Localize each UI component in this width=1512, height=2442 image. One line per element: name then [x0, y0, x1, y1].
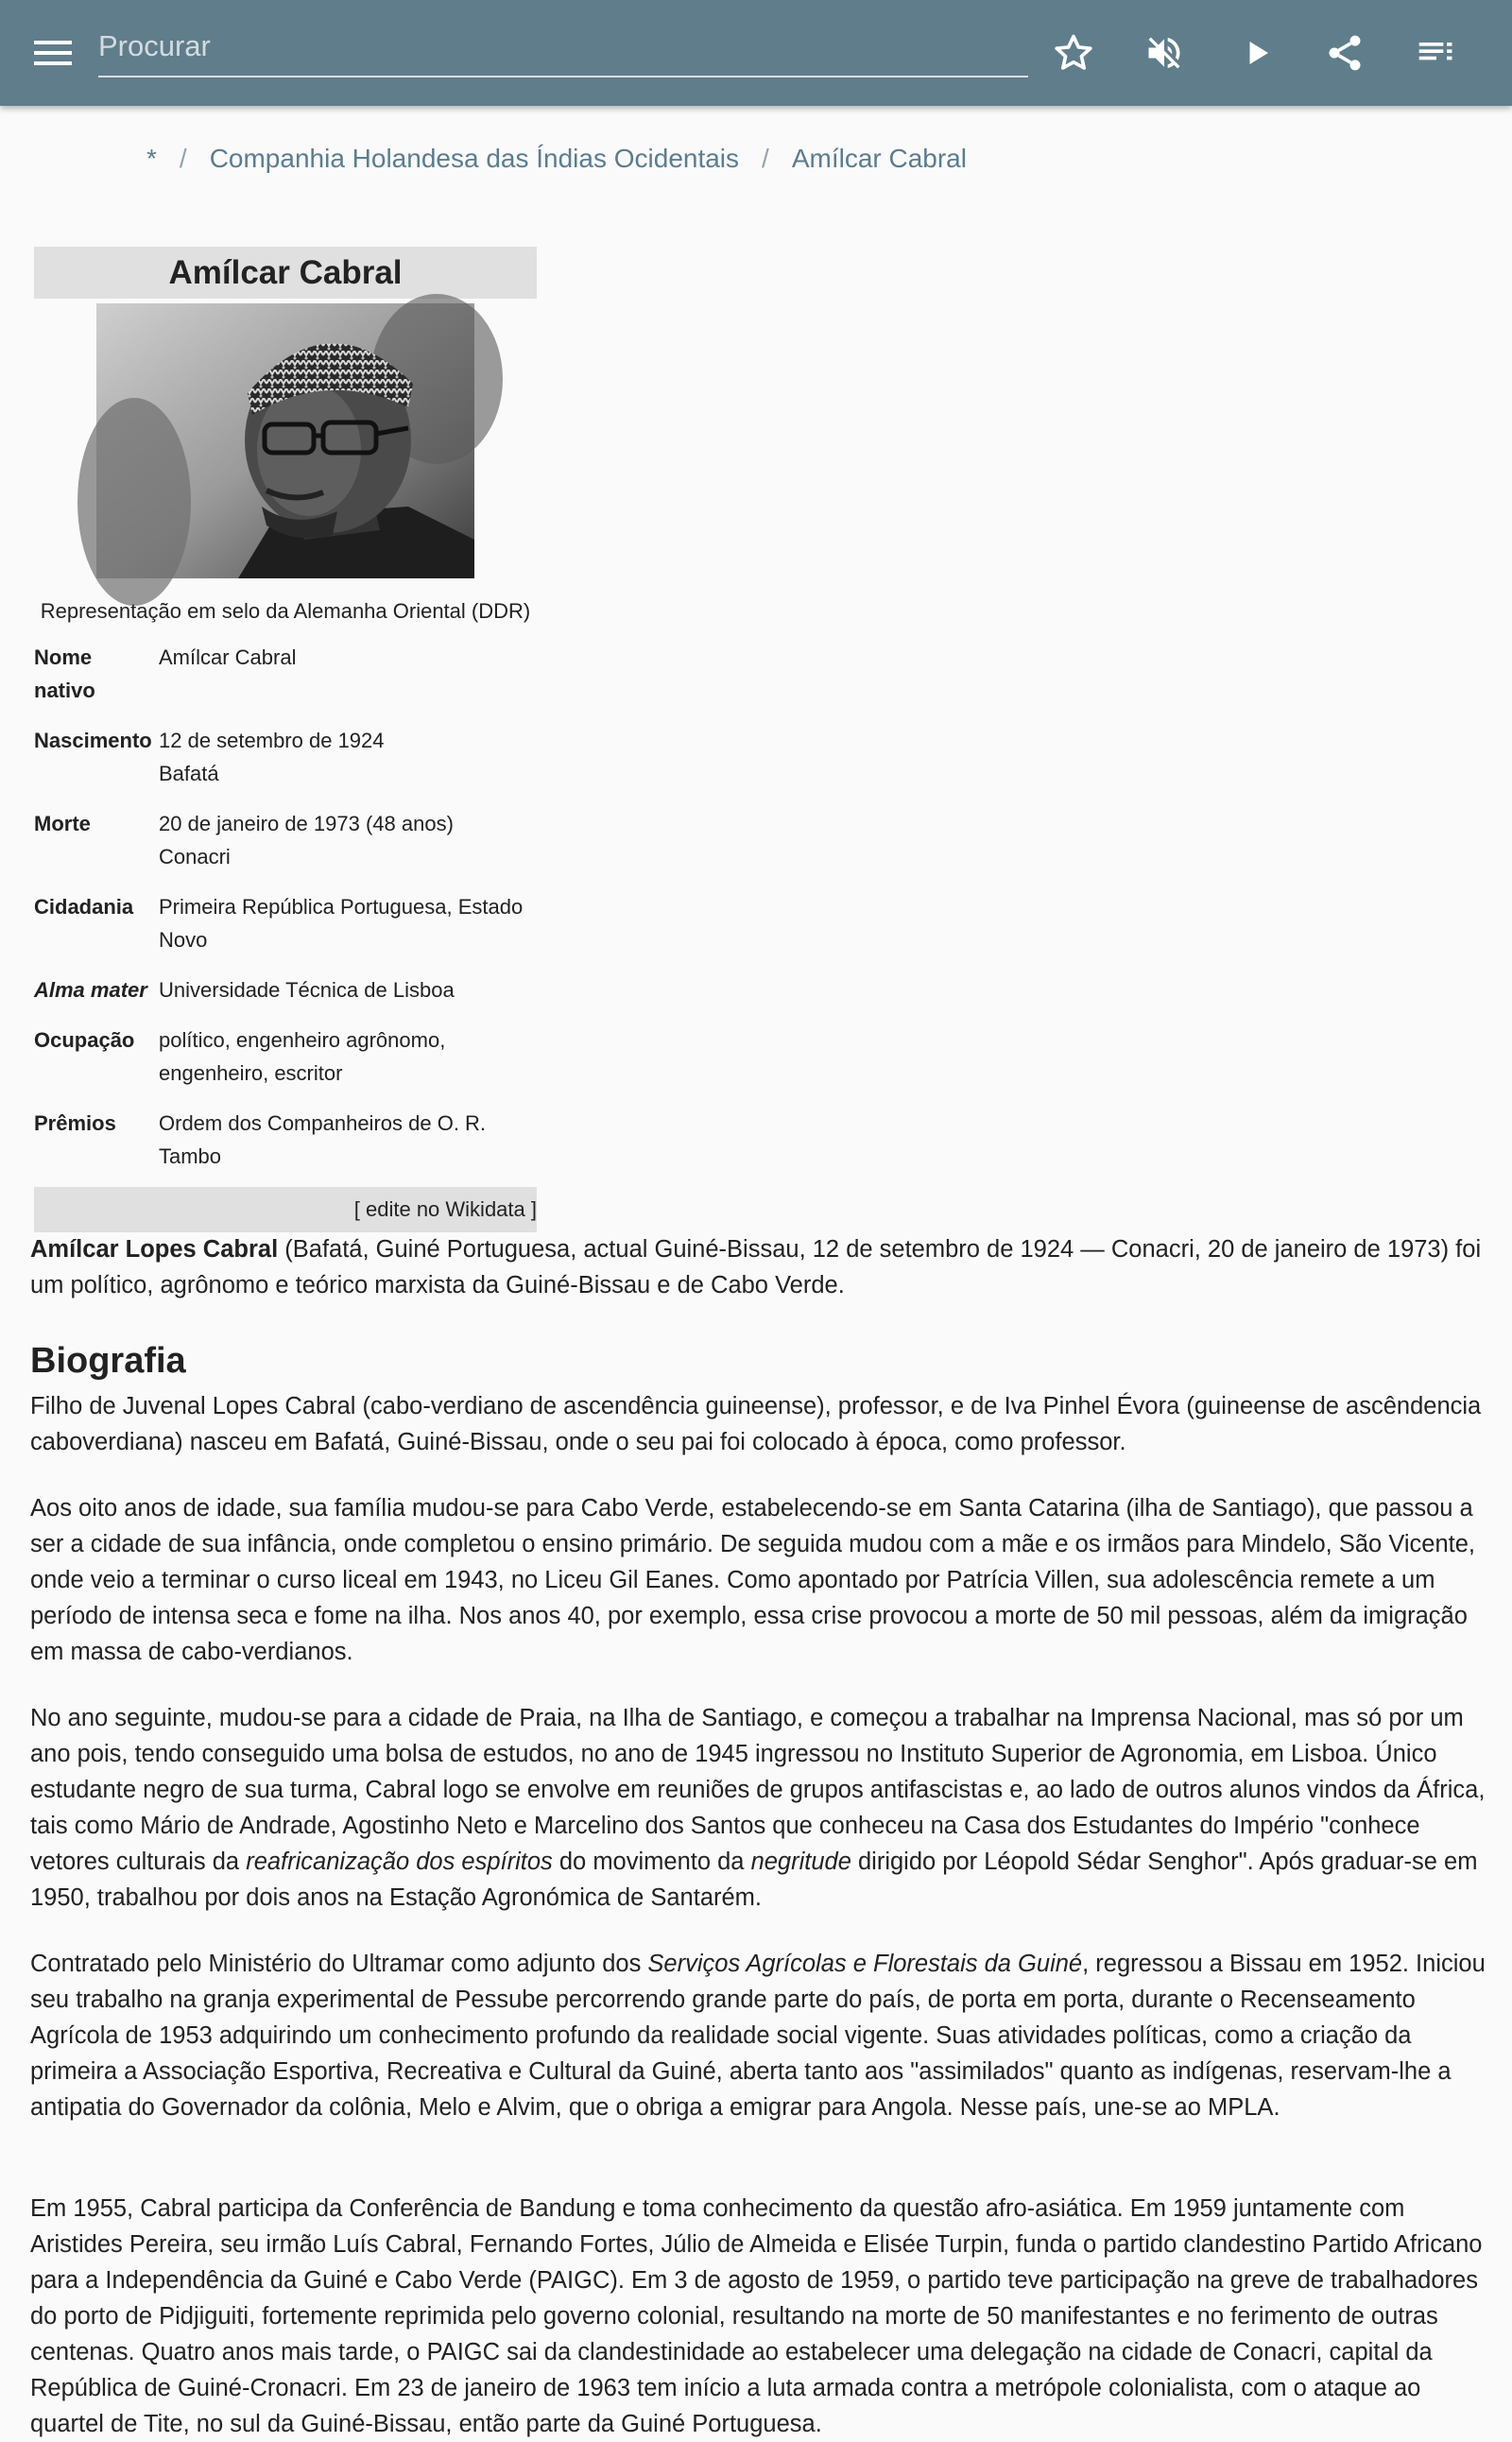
share-button[interactable]	[1318, 26, 1371, 79]
breadcrumb	[146, 140, 967, 178]
infobox-row-ocupacao	[34, 1023, 537, 1090]
paragraph-text: No ano seguinte, mudou-se para a cidade de Praia, na Ilha de Santiago, e começou a trabalhar na Imprensa Nacional, mas só por um ano pois, tendo conseguido uma bolsa de estudos, no ano de 1945 ingressou no Instituto Superior de Agronomia, em Lisboa. Único estudante negro de sua turma, Cabral logo se envolve em reuniões de grupos antifascistas e, ao lado de outros alunos vindos da África, tais como Mário de Andrade, Agostinho Neto e Marcelino dos Santos que conheceu na Casa dos Estudantes do Império "conhece vetores culturais da	[30, 1705, 1486, 1875]
play-button[interactable]	[1230, 26, 1283, 79]
article-paragraph-2	[30, 1490, 1486, 1670]
mute-button[interactable]	[1138, 26, 1191, 79]
section-heading-biografia: Biografia	[30, 1341, 186, 1381]
breadcrumb-link-companhia[interactable]: Companhia Holandesa das Índias Ocidentais	[209, 144, 740, 173]
infobox-label: Morte	[34, 812, 91, 835]
paragraph-italic: negritude	[750, 1849, 851, 1875]
infobox-caption: Representação em selo da Alemanha Oriental (DDR)	[40, 599, 531, 623]
lead-name: Amílcar Lopes Cabral	[30, 1236, 279, 1263]
infobox-value: Amílcar Cabral	[159, 645, 297, 669]
paragraph-text: do movimento da	[552, 1849, 751, 1875]
play-icon	[1240, 36, 1274, 70]
birth-date: 12 de setembro de 1924	[159, 729, 385, 752]
paragraph-text: Contratado pelo Ministério do Ultramar como adjunto dos	[30, 1951, 648, 1977]
paragraph-italic: Serviços Agrícolas e Florestais da Guiné	[647, 1951, 1083, 1977]
infobox-row-nascimento	[34, 724, 537, 790]
breadcrumb-home-link[interactable]: *	[146, 144, 157, 173]
infobox	[34, 247, 537, 1232]
death-date: 20 de janeiro de 1973 (48 anos)	[159, 812, 454, 835]
infobox-row-morte	[34, 807, 537, 873]
article-paragraph-4	[30, 1946, 1486, 2125]
infobox-value: Ordem dos Companheiros de O. R. Tambo	[159, 1111, 487, 1168]
breadcrumb-separator: /	[179, 144, 187, 173]
infobox-label: Prêmios	[34, 1111, 116, 1135]
infobox-value: Primeira República Portuguesa, Estado Novo	[159, 895, 524, 952]
infobox-label: Cidadania	[34, 895, 134, 919]
portrait-photo[interactable]	[96, 303, 474, 578]
article-paragraph-3	[30, 1700, 1486, 1916]
lead-paragraph	[30, 1231, 1486, 1303]
search-input[interactable]	[98, 19, 1028, 74]
infobox-label: Nascimento	[34, 729, 152, 752]
infobox-row-nome-nativo	[34, 641, 537, 707]
death-place-link[interactable]: Conacri	[159, 845, 231, 868]
paragraph	[30, 1700, 1486, 1916]
infobox-row-premios	[34, 1107, 537, 1173]
breadcrumb-separator: /	[762, 144, 769, 173]
infobox-label: Alma mater	[34, 978, 147, 1002]
infobox-row-cidadania	[34, 890, 537, 956]
share-icon	[1324, 32, 1366, 74]
menu-button[interactable]	[28, 30, 77, 76]
paragraph-italic: reafricanização dos espíritos	[246, 1849, 553, 1875]
bookmark-button[interactable]	[1047, 26, 1100, 79]
birth-place-link[interactable]: Bafatá	[159, 762, 219, 785]
article-paragraph-1	[30, 1388, 1486, 1460]
infobox-value: político, engenheiro agrônomo, engenheiro, escritor	[159, 1028, 446, 1085]
top-app-bar	[0, 0, 1512, 106]
infobox-title: Amílcar Cabral	[34, 247, 537, 299]
edit-wikidata-link[interactable]: [ edite no Wikidata ]	[34, 1187, 537, 1232]
paragraph-text: , regressou a Bissau em 1952. Iniciou seu trabalho na granja experimental de Pessube percorrendo grande parte do país, de porta em porta, durante o Recenseamento Agrícola de 1953 adquirindo um conhecimento profundo da realidade social vigente. Suas atividades políticas, como a criação da primeira a Associação Esportiva, Recreativa e Cultural da Guiné, aberta tanto aos "assimilados" quanto as indígenas, reservam-lhe a antipatia do Governador da colônia, Melo e Alvim, que o obriga a emigrar para Angola. Nesse país, une-se ao MPLA.	[30, 1951, 1486, 2121]
infobox-value: Universidade Técnica de Lisboa	[159, 978, 455, 1002]
playlist-icon	[1416, 32, 1457, 74]
article-lead	[30, 1231, 1486, 1303]
infobox-value	[159, 807, 537, 873]
infobox-row-alma-mater	[34, 973, 537, 1006]
lead-text: (Bafatá, Guiné Portuguesa, actual Guiné-Bissau, 12 de setembro de 1924 — Conacri, 20 de janeiro de 1973) foi um político, agrônomo e teórico marxista da Guiné-Bissau e de Cabo Verde.	[30, 1236, 1482, 1298]
paragraph: Aos oito anos de idade, sua família mudou-se para Cabo Verde, estabelecendo-se em Santa Catarina (ilha de Santiago), que passou a ser a cidade de sua infância, onde completou o ensino primário. De seguida mudou com a mãe e os irmãos para Mindelo, São Vicente, onde veio a terminar o curso liceal em 1943, no Liceu Gil Eanes. Como apontado por Patrícia Villen, sua adolescência remete a um período de intensa seca e fome na ilha. Nos anos 40, por exemplo, essa crise provocou a morte de 50 mil pessoas, além da imigração em massa de cabo-verdianos.	[30, 1495, 1475, 1665]
menu-icon	[34, 39, 72, 67]
article-biografia	[30, 1338, 1486, 1384]
paragraph	[30, 1946, 1486, 2125]
article-paragraph-5	[30, 2191, 1486, 2442]
infobox-value	[159, 724, 537, 790]
paragraph: Filho de Juvenal Lopes Cabral (cabo-verdiano de ascendência guineense), professor, e de Iva Pinhel Évora (guineense de ascêndencia caboverdiana) nasceu em Bafatá, Guiné-Bissau, onde o seu pai foi colocado à época, como professor.	[30, 1393, 1482, 1455]
paragraph-text: dirigido por Léopold Sédar Senghor". Após graduar-se em 1950, trabalhou por dois anos na Estação Agronómica de Santarém.	[30, 1849, 1478, 1911]
volume-off-icon	[1143, 32, 1185, 74]
infobox-label: Ocupação	[34, 1028, 135, 1052]
breadcrumb-link-current[interactable]: Amílcar Cabral	[791, 144, 967, 173]
paragraph: Em 1955, Cabral participa da Conferência de Bandung e toma conhecimento da questão afro-asiática. Em 1959 juntamente com Aristides Pereira, seu irmão Luís Cabral, Fernando Fortes, Júlio de Almeida e Elisée Turpin, funda o partido clandestino Partido Africano para a Independência da Guiné e Cabo Verde (PAIGC). Em 3 de agosto de 1959, o partido teve participação na greve de trabalhadores do porto de Pidjiguiti, fortemente reprimida pelo governo colonial, resultando na morte de 50 manifestantes e no ferimento de outras centenas. Quatro anos mais tarde, o PAIGC sai da clandestinidade ao estabelecer uma delegação na cidade de Conacri, capital da República de Guiné-Cronacri. Em 23 de janeiro de 1963 tem início a luta armada contra a metrópole colonialista, com o ataque ao quartel de Tite, no sul da Guiné-Bissau, então parte da Guiné Portuguesa.	[30, 2195, 1483, 2437]
playlist-button[interactable]	[1410, 26, 1463, 79]
star-icon	[1053, 32, 1094, 74]
infobox-label: Nome nativo	[34, 645, 95, 702]
search-field	[98, 19, 1028, 77]
